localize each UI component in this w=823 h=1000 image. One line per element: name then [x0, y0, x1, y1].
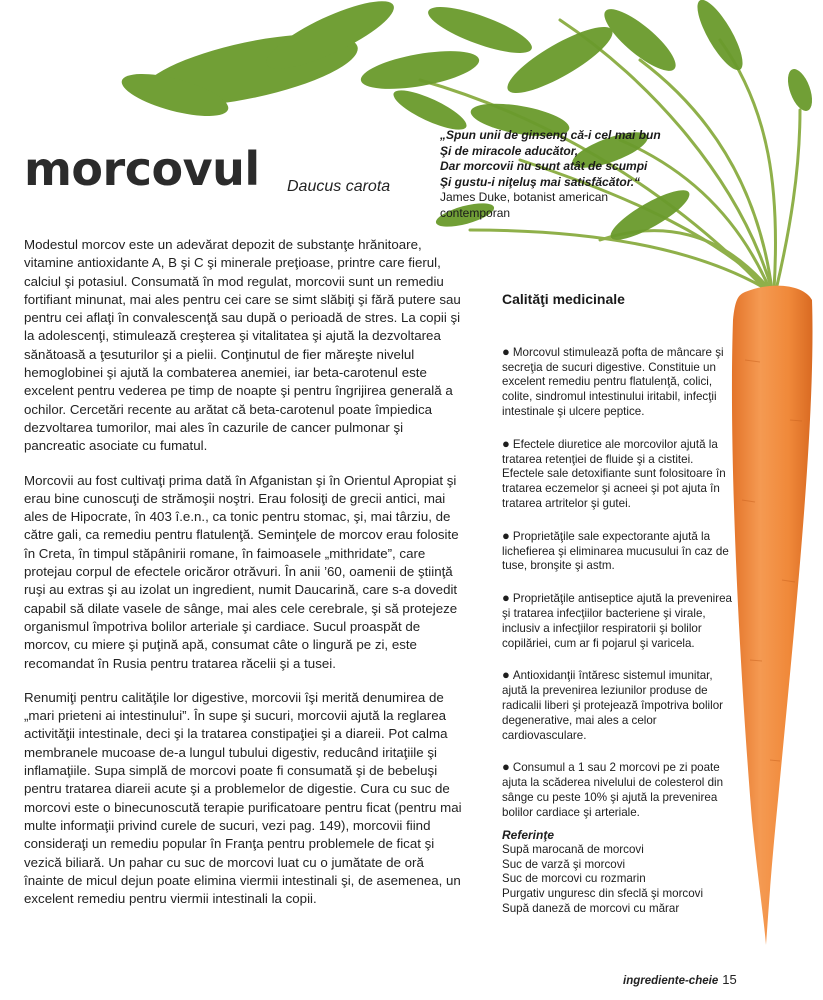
list-item [502, 668, 734, 743]
reference-link[interactable]: Purgativ unguresc din sfeclă şi morcovi [502, 887, 704, 901]
epigraph-quote [440, 128, 680, 221]
bullet-icon: ● [502, 667, 510, 683]
list-item-text: Proprietăţile antiseptice ajută la prevenirea şi tratarea infecţiilor bacteriene şi virale, inclusiv a infecţiilor respiratorii şi bolilor copilăriei, cum ar fi pojarul şi varicela. [502, 592, 732, 650]
list-item-text: Morcovul stimulează pofta de mâncare şi secreţia de sucuri digestive. Constituie un excelent remediu pentru flatulenţă, colici, colite, sindromul intestinului iritabil, infecţii intestinale şi ulcere peptice. [502, 345, 724, 418]
list-item-text: Proprietăţile sale expectorante ajută la lichefierea şi eliminarea mucusului în caz de tuse, bronşite şi astm. [502, 529, 729, 573]
body-paragraph: Modestul morcov este un adevărat depozit de substanţe hrănitoare, vitamine antioxidante A, B şi C şi minerale preţioase, printre care fierul, calciul şi potasiul. Consumată în mod regulat, morcovii sunt un remediu fortifiant minunat, mai ales pentru cei care se simt slăbiţi şi fără putere sau pentru cei aflaţi în convalescenţă sau după o perioadă de stres. La copii şi la adolescenţi, stimulează creşterea şi vitalitatea şi ajută la dezvoltarea sănătoasă a ţesuturilor şi a pielii. Conţinutul de fier măreşte nivelul hemoglobinei şi ajută la combaterea anemiei, iar beta-carotenul este excelent pentru vederea pe timp de noapte şi pentru îngrijirea generală a ochilor. Cercetări recente au arătat că beta-carotenul poate împiedica dezvoltarea tumorilor, mai ales în cazurile de cancer pulmonar şi pancreatic asociate cu fumatul. [24, 237, 461, 454]
references-heading: Referinţe [502, 828, 555, 842]
section-name: ingrediente-cheie [623, 975, 719, 987]
references-list [502, 843, 732, 917]
list-item [502, 591, 734, 651]
page-title: morcovul [24, 142, 260, 196]
body-paragraph: Renumiţi pentru calităţile lor digestive, morcovii îşi merită denumirea de „mari prieteni ai intestinului”. În supe şi sucuri, morcovii ajută la reglarea activităţii intestinale, deci şi la tratarea constipaţiei şi a diareii. Pot calma membranele mucoase de-a lungul tubului digestiv, reducând iritaţiile şi inflamaţiile. Supa simplă de morcovi poate fi consumată şi de bebeluşi pentru tratarea diareii acute şi a problemelor de digestie. Cura cu suc de morcovi este o binecunoscută terapie purificatoare pentru ficat (pentru mai multe informaţii privind curele de sucuri, vezi pag. 149), morcovii fiind consideraţi un remediu popular în Franţa pentru problemele de ficat şi vezică biliară. Un pahar cu suc de morcovi luat cu o jumătate de oră înainte de micul dejun poate elimina viermii intestinali şi, de asemenea, un excelent remediu pentru viermii intestinali la copii. [24, 689, 462, 907]
references-box [502, 828, 732, 917]
body-paragraph: Morcovii au fost cultivaţi prima dată în Afganistan şi în Orientul Apropiat şi erau bine cunoscuţi de strămoşii noştri. Erau folosiţi de grecii antici, mai ales de Hipocrate, în 403 î.e.n., ca tonic pentru stomac, şi, mai târziu, de către gali, ca remediu pentru flatulenţă. Seminţele de morcov erau folosite în Creta, în timpul stăpânirii romane, în faimoasele „mithridate”, care protejau corpul de efectele oricăror otrăvuri. În anii ’60, oamenii de ştiinţă ruşi au extras şi au izolat un ingredient, numit Daucarină, care s-a dovedit capabil să dilate vasele de sânge, mai ales cele cerebrale, şi să protejeze organismul împotriva bolilor arteriale şi cardiace. Sucul proaspăt de morcov, cu miere şi puţină apă, consumat câte o lingură pe zi, este recomandat în Rusia pentru tratarea răcelii şi a tusei. [24, 472, 459, 671]
list-item-text: Antioxidanţii întăresc sistemul imunitar, ajută la prevenirea leziunilor produse de radicalii liberi şi protejează împotriva bolilor degenerative, mai ales a celor cardiovasculare. [502, 669, 724, 742]
quote-line: „Spun unii de ginseng că-i cel mai bun [440, 128, 661, 142]
reference-link[interactable]: Supă daneză de morcovi cu mărar [502, 901, 680, 915]
quote-author: James Duke, botanist american [440, 190, 609, 204]
list-item-text: Consumul a 1 sau 2 morcovi pe zi poate ajuta la scăderea nivelului de colesterol din sânge cu peste 10% şi ajută la prevenirea bolilor cardiace şi arteriale. [502, 761, 724, 819]
bullet-icon: ● [502, 435, 510, 451]
page-number: 15 [722, 972, 737, 987]
list-item [502, 437, 734, 512]
bullet-icon: ● [502, 343, 510, 359]
bullet-icon: ● [502, 590, 510, 606]
body-text [24, 236, 462, 924]
reference-link[interactable]: Suc de morcovi cu rozmarin [502, 872, 646, 886]
list-item [502, 529, 734, 574]
bullet-icon: ● [502, 759, 510, 775]
latin-name: Daucus carota [287, 178, 391, 195]
bullet-icon: ● [502, 527, 510, 543]
reference-link[interactable]: Suc de varză şi morcovi [502, 857, 626, 871]
page-footer [623, 972, 737, 987]
quote-line: Şi gustu-i niţeluş mai satisfăcător.“ [440, 174, 641, 189]
list-item [502, 345, 734, 420]
list-item-text: Efectele diuretice ale morcovilor ajută la tratarea retenţiei de fluide şi a cistitei. Efectele sale detoxifiante sunt folositoare în tratarea eczemelor şi acneei şi pot ajuta în tratarea artritelor şi gutei. [502, 437, 726, 510]
quote-author: contemporan [440, 205, 511, 220]
reference-link[interactable]: Supă marocană de morcovi [502, 842, 644, 856]
quote-line: Dar morcovii nu sunt atât de scumpi [440, 159, 648, 173]
quote-line: Şi de miracole aducător, [440, 143, 579, 158]
list-item [502, 760, 734, 820]
sidebar-heading: Calităţi medicinale [502, 291, 625, 307]
medicinal-qualities-sidebar [502, 292, 734, 838]
